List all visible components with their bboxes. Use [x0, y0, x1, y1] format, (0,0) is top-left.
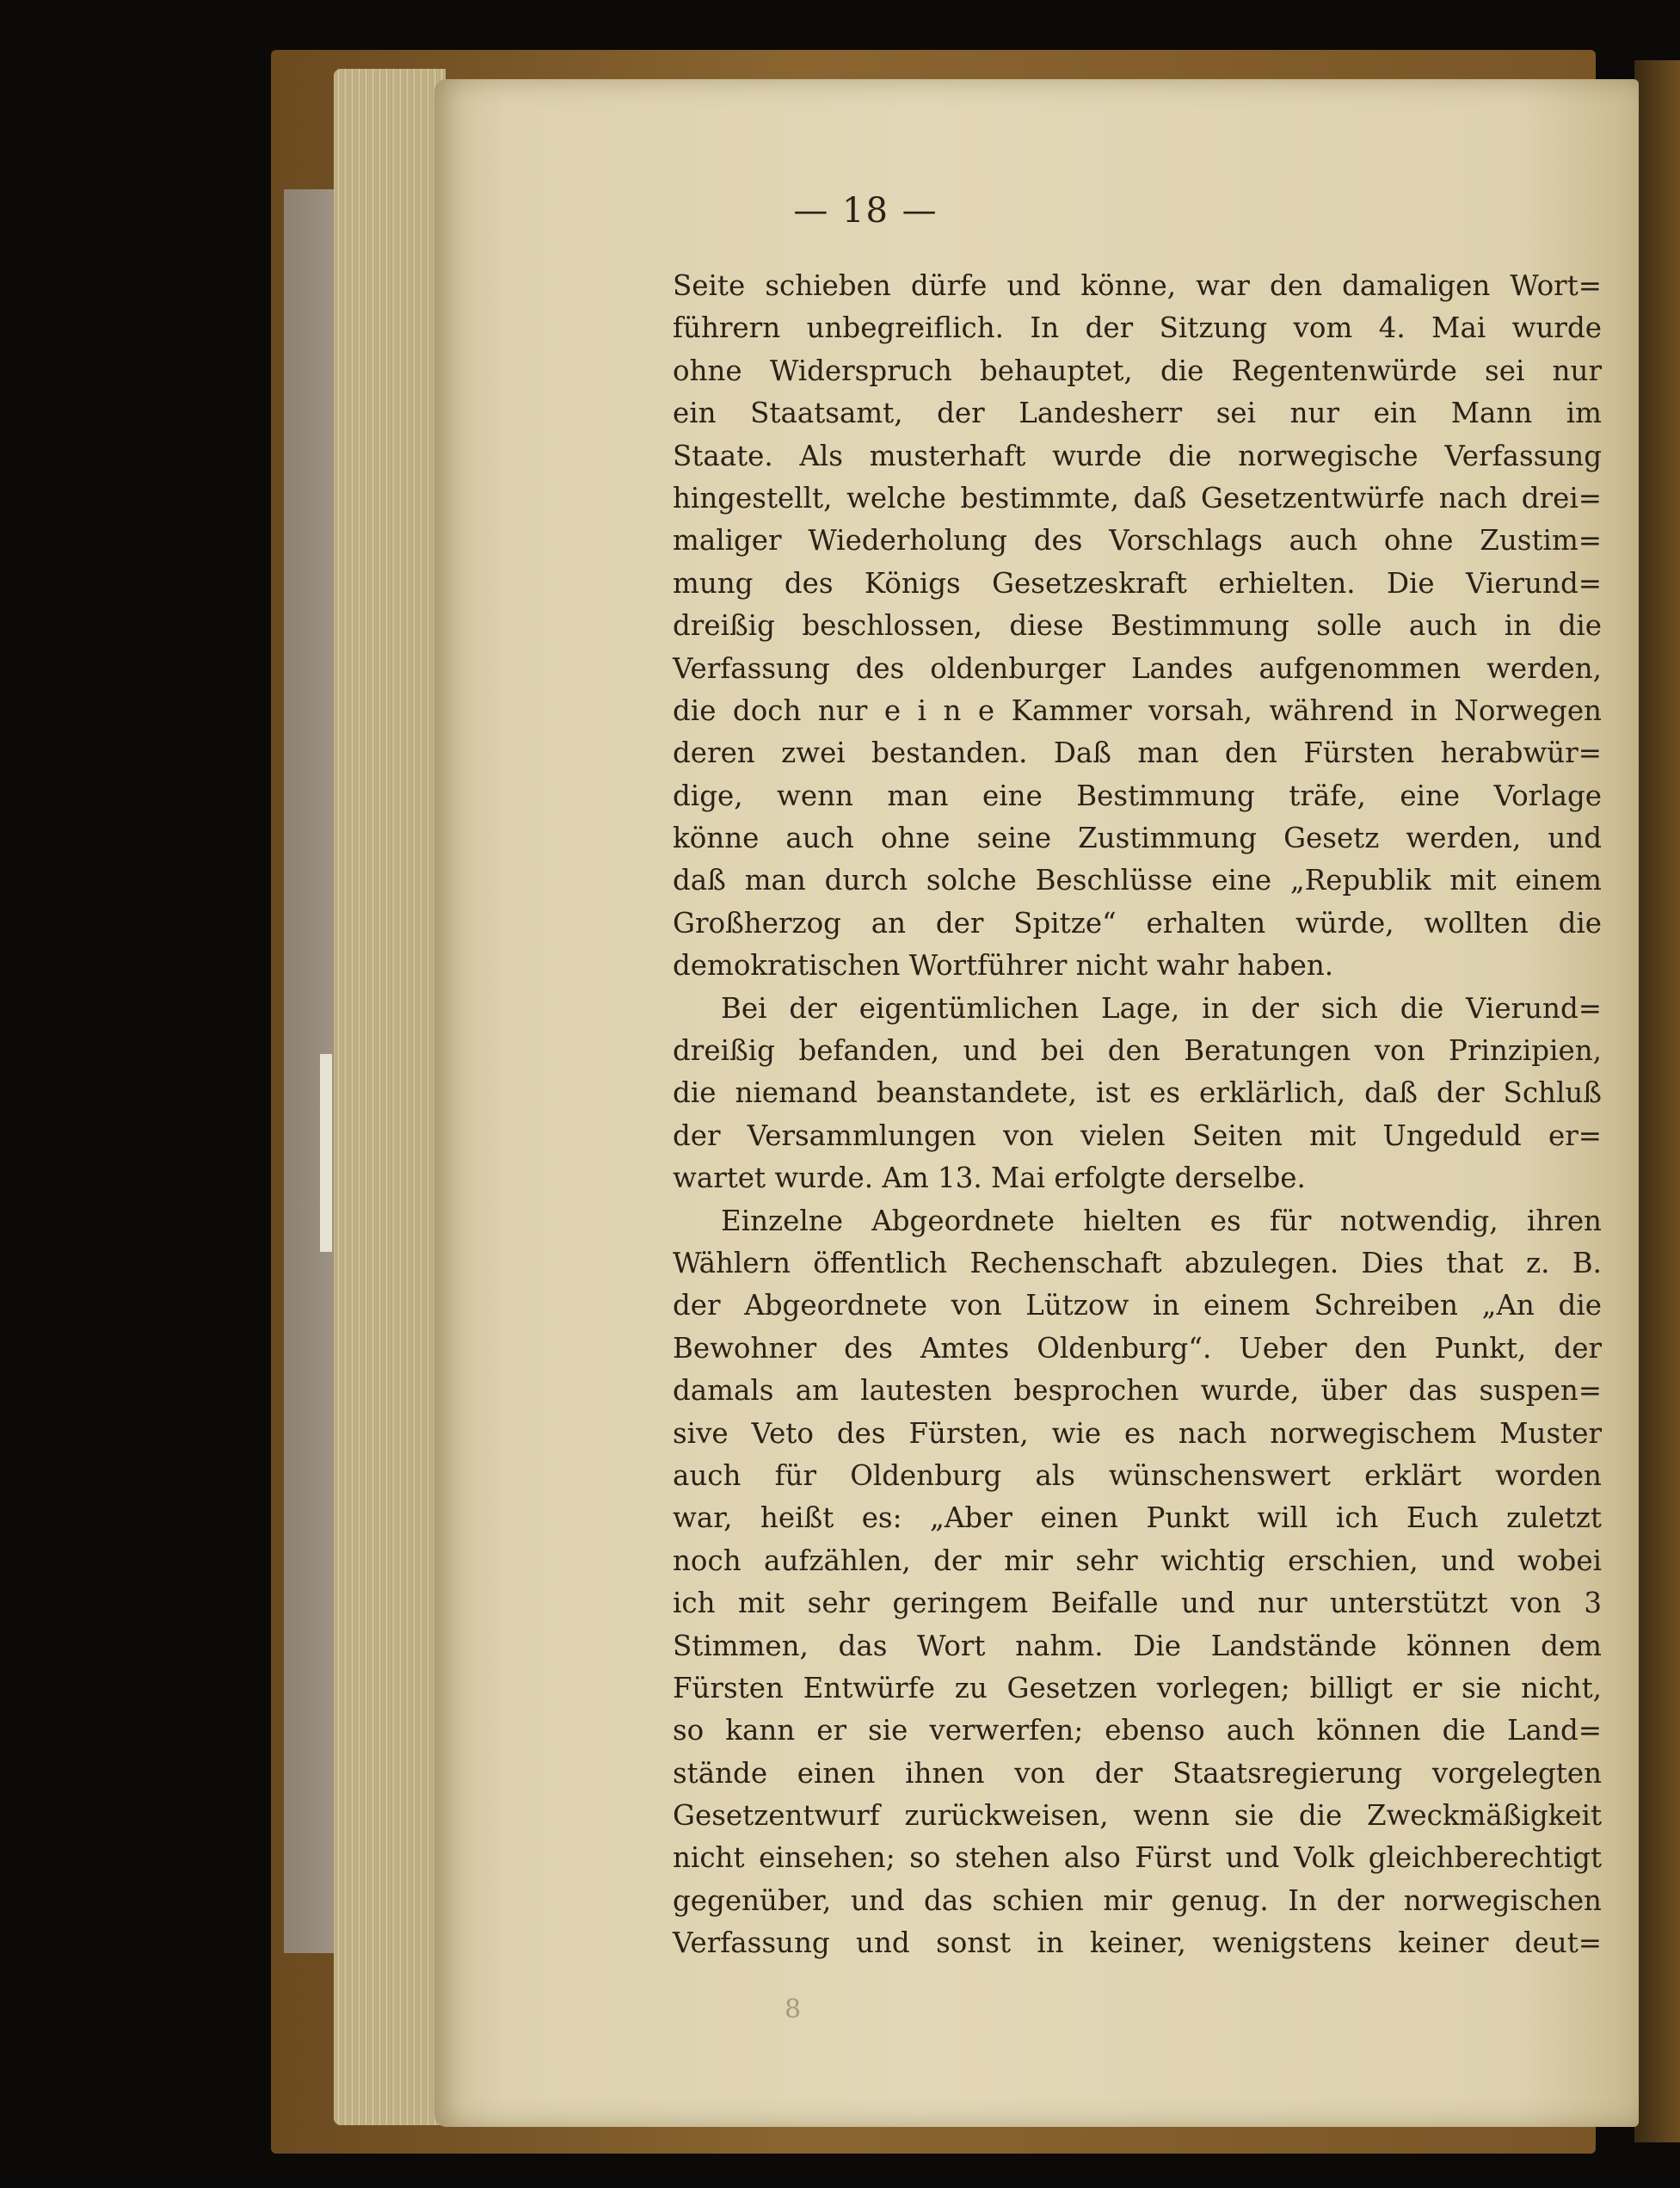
text-line: der Abgeordnete von Lützow in einem Schreiben „An die [673, 1289, 1602, 1322]
page-edges [334, 69, 446, 2125]
text-line: die doch nur e i n e Kammer vorsah, während in Norwegen [673, 693, 1602, 727]
text-line: führern unbegreiflich. In der Sitzung vom 4. Mai wurde [673, 311, 1602, 345]
text-line: Stimmen, das Wort nahm. Die Landstände können dem [673, 1629, 1602, 1662]
pencil-mark: 8 [785, 1994, 802, 2025]
text-line: deren zwei bestanden. Daß man den Fürsten herabwür= [673, 737, 1602, 770]
text-line: Einzelne Abgeordnete hielten es für notwendig, ihren [721, 1204, 1602, 1237]
text-line: gegenüber, und das schien mir genug. In der norwegischen [673, 1883, 1602, 1917]
text-line: Fürsten Entwürfe zu Gesetzen vorlegen; billigt er sie nicht, [673, 1671, 1602, 1704]
text-line: ein Staatsamt, der Landesherr sei nur ein Mann im [673, 397, 1602, 430]
text-line: Staate. Als musterhaft wurde die norwegische Verfassung [673, 439, 1602, 472]
text-line: Wählern öffentlich Rechenschaft abzulegen. Dies that z. B. [673, 1246, 1602, 1279]
text-line: daß man durch solche Beschlüsse eine „Republik mit einem [673, 864, 1602, 897]
text-line: nicht einsehen; so stehen also Fürst und Volk gleichberechtigt [673, 1841, 1602, 1875]
text-line: mung des Königs Gesetzeskraft erhielten. Die Vierund= [673, 566, 1602, 600]
text-line: Seite schieben dürfe und könne, war den damaligen Wort= [673, 269, 1602, 302]
text-line: könne auch ohne seine Zustimmung Gesetz werden, und [673, 822, 1602, 855]
text-line: hingestellt, welche bestimmte, daß Gesetzentwürfe nach drei= [673, 481, 1602, 515]
text-line: war, heißt es: „Aber einen Punkt will ich Euch zuletzt [673, 1501, 1602, 1535]
text-line: Bei der eigentümlichen Lage, in der sich die Vierund= [721, 991, 1602, 1025]
page-number: — 18 — [793, 191, 938, 231]
text-line: ich mit sehr geringem Beifalle und nur unterstützt von 3 [673, 1587, 1602, 1620]
text-line: Verfassung des oldenburger Landes aufgenommen werden, [673, 651, 1602, 685]
text-line: demokratischen Wortführer nicht wahr haben. [673, 949, 1334, 983]
text-line: Gesetzentwurf zurückweisen, wenn sie die Zweckmäßigkeit [673, 1799, 1602, 1833]
text-line: Bewohner des Amtes Oldenburg“. Ueber den Punkt, der [673, 1331, 1602, 1365]
text-line: damals am lautesten besprochen wurde, über das suspen= [673, 1374, 1602, 1408]
text-line: stände einen ihnen von der Staatsregierung vorgelegten [673, 1756, 1602, 1790]
text-line: die niemand beanstandete, ist es erklärlich, daß der Schluß [673, 1076, 1602, 1110]
paper-slip [320, 1054, 332, 1252]
text-line: sive Veto des Fürsten, wie es nach norwegischem Muster [673, 1416, 1602, 1450]
text-line: dige, wenn man eine Bestimmung träfe, eine Vorlage [673, 779, 1602, 812]
adjacent-volume [1634, 60, 1680, 2142]
text-line: wartet wurde. Am 13. Mai erfolgte derselbe. [673, 1162, 1306, 1195]
text-line: dreißig befanden, und bei den Beratungen von Prinzipien, [673, 1034, 1602, 1068]
text-line: Großherzog an der Spitze“ erhalten würde, wollten die [673, 906, 1602, 940]
text-line: Verfassung und sonst in keiner, wenigstens keiner deut= [673, 1926, 1602, 1960]
text-line: noch aufzählen, der mir sehr wichtig erschien, und wobei [673, 1544, 1602, 1577]
text-line: der Versammlungen von vielen Seiten mit Ungeduld er= [673, 1119, 1602, 1152]
text-line: auch für Oldenburg als wünschenswert erklärt worden [673, 1458, 1602, 1492]
text-line: maliger Wiederholung des Vorschlags auch ohne Zustim= [673, 524, 1602, 558]
text-line: so kann er sie verwerfen; ebenso auch können die Land= [673, 1714, 1602, 1747]
text-line: ohne Widerspruch behauptet, die Regentenwürde sei nur [673, 354, 1602, 387]
body-text [673, 265, 1602, 1965]
text-line: dreißig beschlossen, diese Bestimmung solle auch in die [673, 609, 1602, 643]
